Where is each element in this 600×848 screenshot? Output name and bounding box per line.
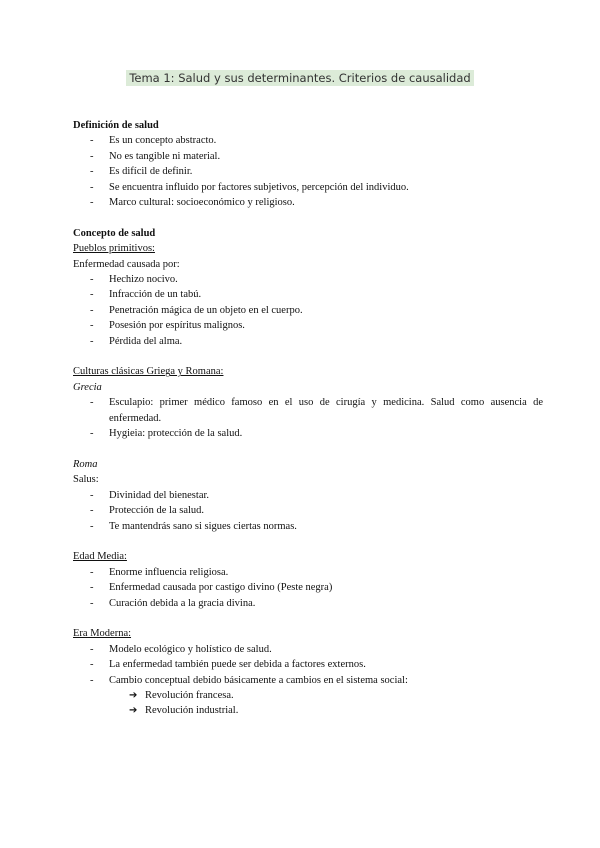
- list-item: - Infracción de un tabú.: [73, 287, 543, 302]
- list-item: ➔ Revolución francesa.: [73, 688, 543, 703]
- dash-bullet: -: [90, 674, 94, 686]
- list-item: - Cambio conceptual debido básicamente a cambios en el sistema social:: [73, 673, 543, 688]
- grecia-label: Grecia: [73, 381, 102, 393]
- list-item: - Enorme influencia religiosa.: [73, 565, 543, 580]
- dash-bullet: -: [90, 597, 94, 609]
- roma-intro: Salus:: [73, 474, 99, 486]
- dash-bullet: -: [90, 135, 94, 147]
- dash-bullet: -: [90, 397, 94, 409]
- list-item: - Modelo ecológico y holístico de salud.: [73, 642, 543, 657]
- document-body: [73, 118, 543, 719]
- list-item: - Te mantendrás sano si sigues ciertas normas.: [73, 519, 543, 534]
- subsection-heading-edad-media: Edad Media:: [73, 551, 127, 563]
- dash-bullet: -: [90, 659, 94, 671]
- list-item: - Protección de la salud.: [73, 503, 543, 518]
- dash-bullet: -: [90, 428, 94, 440]
- dash-bullet: -: [90, 197, 94, 209]
- pueblos-intro: Enfermedad causada por:: [73, 258, 180, 270]
- list-item: - Esculapio: primer médico famoso en el uso de cirugía y medicina. Salud como ausencia de enfermedad.: [90, 397, 543, 424]
- era-moderna-list: [73, 642, 543, 688]
- page-title: Tema 1: Salud y sus determinantes. Criterios de causalidad: [126, 70, 473, 86]
- arrow-right-icon: ➔: [129, 689, 138, 701]
- dash-bullet: -: [90, 335, 94, 347]
- definicion-list: [73, 133, 543, 210]
- list-item: - Se encuentra influido por factores subjetivos, percepción del individuo.: [73, 180, 543, 195]
- subsection-heading-pueblos: Pueblos primitivos:: [73, 243, 155, 255]
- dash-bullet: -: [90, 566, 94, 578]
- dash-bullet: -: [90, 289, 94, 301]
- dash-bullet: -: [90, 166, 94, 178]
- grecia-list: [73, 395, 543, 441]
- edad-media-list: [73, 565, 543, 611]
- era-moderna-sublist: [73, 688, 543, 719]
- list-item: - Penetración mágica de un objeto en el cuerpo.: [73, 303, 543, 318]
- roma-list: [73, 488, 543, 534]
- list-item: - Hygieia: protección de la salud.: [73, 426, 543, 441]
- list-item: - Posesión por espíritus malignos.: [73, 318, 543, 333]
- title-container: [0, 70, 600, 86]
- dash-bullet: -: [90, 304, 94, 316]
- list-item: - Pérdida del alma.: [73, 334, 543, 349]
- dash-bullet: -: [90, 505, 94, 517]
- subsection-heading-clasicas: Culturas clásicas Griega y Romana:: [73, 366, 224, 378]
- dash-bullet: -: [90, 150, 94, 162]
- dash-bullet: -: [90, 320, 94, 332]
- dash-bullet: -: [90, 520, 94, 532]
- dash-bullet: -: [90, 582, 94, 594]
- list-item: - Marco cultural: socioeconómico y religioso.: [73, 195, 543, 210]
- dash-bullet: -: [90, 489, 94, 501]
- list-item: - Curación debida a la gracia divina.: [73, 596, 543, 611]
- list-item: - Es un concepto abstracto.: [73, 133, 543, 148]
- section-heading-concepto: Concepto de salud: [73, 227, 156, 239]
- roma-label: Roma: [73, 458, 98, 470]
- pueblos-list: [73, 272, 543, 349]
- list-item: - Divinidad del bienestar.: [73, 488, 543, 503]
- subsection-heading-era-moderna: Era Moderna:: [73, 628, 132, 640]
- list-item: ➔ Revolución industrial.: [73, 703, 543, 718]
- dash-bullet: -: [90, 181, 94, 193]
- list-item: - La enfermedad también puede ser debida a factores externos.: [73, 657, 543, 672]
- list-item: - No es tangible ni material.: [73, 149, 543, 164]
- arrow-right-icon: ➔: [129, 705, 138, 717]
- section-heading-definicion: Definición de salud: [73, 120, 159, 131]
- list-item: - Enfermedad causada por castigo divino (Peste negra): [73, 580, 543, 595]
- dash-bullet: -: [90, 643, 94, 655]
- list-item: - Hechizo nocivo.: [73, 272, 543, 287]
- dash-bullet: -: [90, 274, 94, 286]
- list-item: - Es difícil de definir.: [73, 164, 543, 179]
